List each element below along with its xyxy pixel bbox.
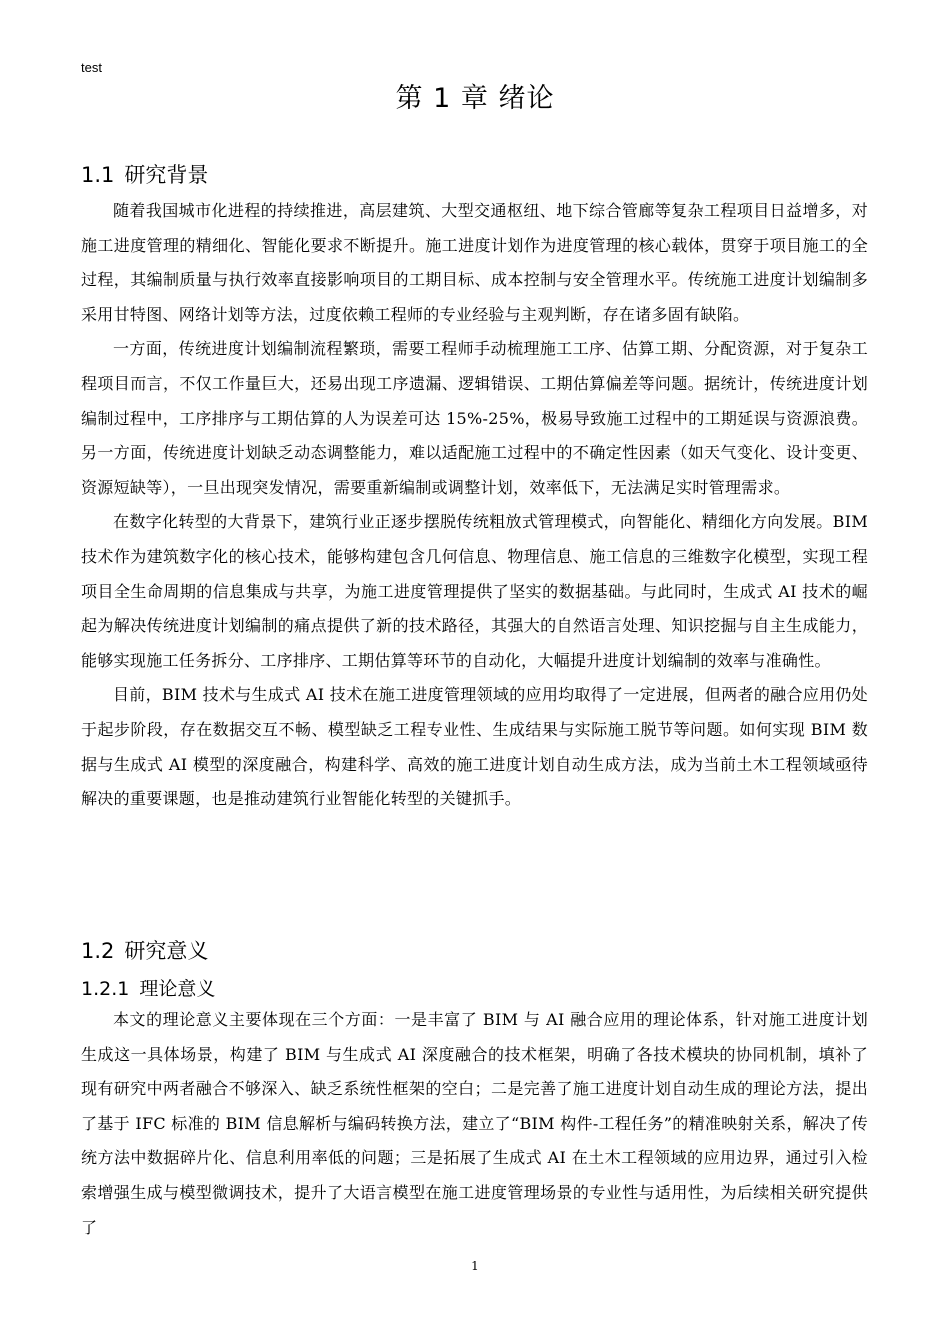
subsection-number: 1.2.1: [81, 978, 130, 1000]
section-heading-1-2: [81, 936, 208, 966]
paragraph: 一方面，传统进度计划编制流程繁琐，需要工程师手动梳理施工工序、估算工期、分配资源，对于复杂工程项目而言，不仅工作量巨大，还易出现工序遗漏、逻辑错误、工期估算偏差等问题。据统计，传统进度计划编制过程中，工序排序与工期估算的人为误差可达 15%-25%，极易导致施工过程中的工期延误与资源浪费。另一方面，传统进度计划缺乏动态调整能力，难以适配施工过程中的不确定性因素（如天气变化、设计变更、资源短缺等），一旦出现突发情况，需要重新编制或调整计划，效率低下，无法满足实时管理需求。: [81, 339, 868, 497]
paragraph: 随着我国城市化进程的持续推进，高层建筑、大型交通枢纽、地下综合管廊等复杂工程项目日益增多，对施工进度管理的精细化、智能化要求不断提升。施工进度计划作为进度管理的核心载体，贯穿于项目施工的全过程，其编制质量与执行效率直接影响项目的工期目标、成本控制与安全管理水平。传统施工进度计划编制多采用甘特图、网络计划等方法，过度依赖工程师的专业经验与主观判断，存在诸多固有缺陷。: [81, 201, 868, 324]
paragraph: 目前，BIM 技术与生成式 AI 技术在施工进度管理领域的应用均取得了一定进展，但两者的融合应用仍处于起步阶段，存在数据交互不畅、模型缺乏工程专业性、生成结果与实际施工脱节等问题。如何实现 BIM 数据与生成式 AI 模型的深度融合，构建科学、高效的施工进度计划自动生成方法，成为当前土木工程领域亟待解决的重要课题，也是推动建筑行业智能化转型的关键抓手。: [81, 685, 868, 809]
paragraph: 本文的理论意义主要体现在三个方面：一是丰富了 BIM 与 AI 融合应用的理论体系，针对施工进度计划生成这一具体场景，构建了 BIM 与生成式 AI 深度融合的技术框架，明确了各技术模块的协同机制，填补了现有研究中两者融合不够深入、缺乏系统性框架的空白；二是完善了施工进度计划自动生成的理论方法，提出了基于 IFC 标准的 BIM 信息解析与编码转换方法，建立了“BIM 构件-工程任务”的精准映射关系，解决了传统方法中数据碎片化、信息利用率低的问题；三是拓展了生成式 AI 在土木工程领域的应用边界，通过引入检索增强生成与模型微调技术，提升了大语言模型在施工进度管理场景的专业性与适用性，为后续相关研究提供了: [81, 1010, 868, 1237]
section-heading-1-1: [81, 160, 208, 190]
subsection-heading-1-2-1: [81, 975, 215, 1003]
section-number: 1.2: [81, 939, 115, 963]
paragraph: 在数字化转型的大背景下，建筑行业正逐步摆脱传统粗放式管理模式，向智能化、精细化方向发展。BIM 技术作为建筑数字化的核心技术，能够构建包含几何信息、物理信息、施工信息的三维数字化模型，实现工程项目全生命周期的信息集成与共享，为施工进度管理提供了坚实的数据基础。与此同时，生成式 AI 技术的崛起为解决传统进度计划编制的痛点提供了新的技术路径，其强大的自然语言处理、知识挖掘与自主生成能力，能够实现施工任务拆分、工序排序、工期估算等环节的自动化，大幅提升进度计划编制的效率与准确性。: [81, 512, 868, 670]
section-title: 研究意义: [124, 939, 209, 963]
page-header: test: [81, 60, 102, 75]
section-1-1-body: [81, 194, 868, 817]
chapter-title: 第 1 章 绪论: [395, 83, 555, 114]
subsection-title: 理论意义: [139, 978, 216, 1000]
section-title: 研究背景: [124, 163, 209, 187]
page-number: 1: [471, 1259, 479, 1273]
subsection-1-2-1-body: [81, 1003, 868, 1245]
section-number: 1.1: [81, 163, 115, 187]
